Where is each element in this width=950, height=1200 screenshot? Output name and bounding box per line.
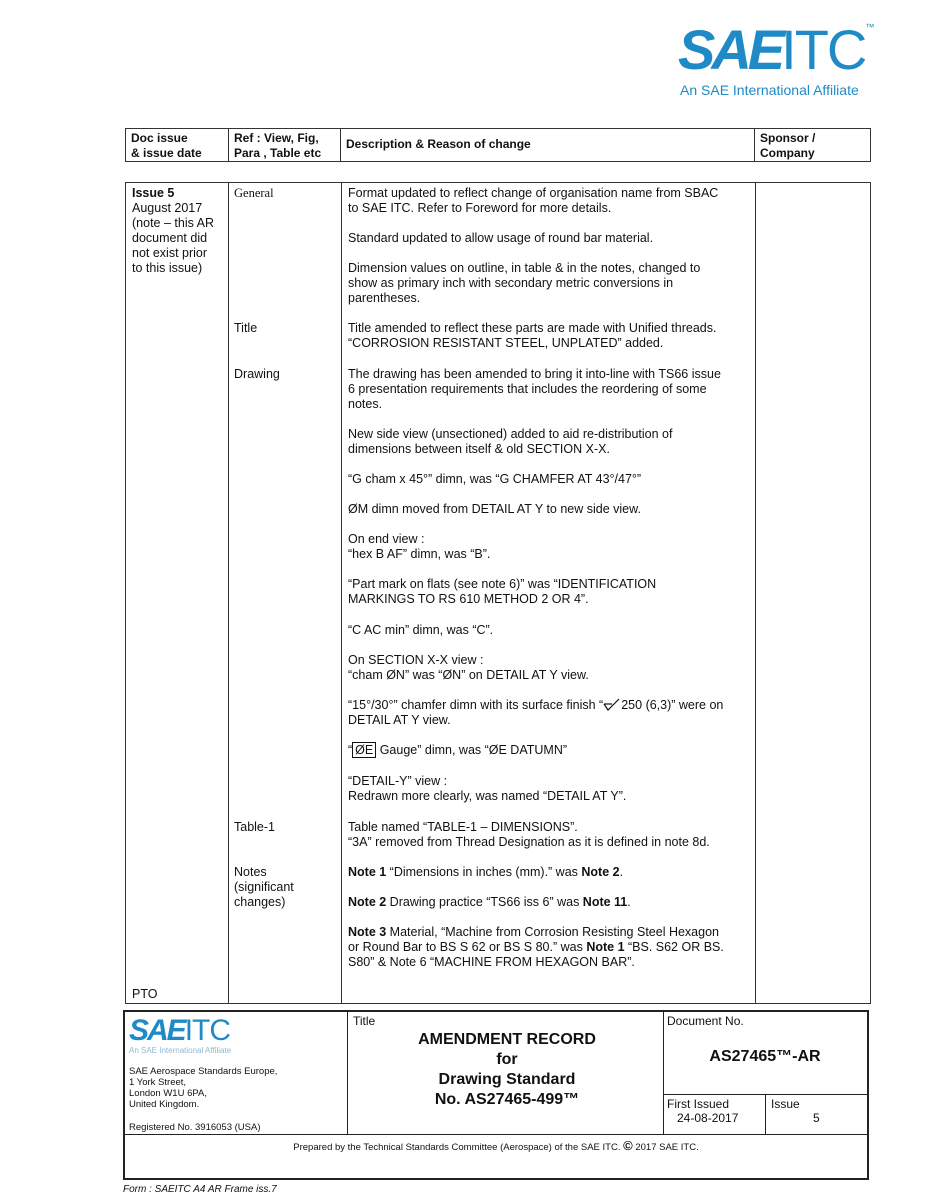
footer-first-issued-label: First Issued <box>667 1097 730 1111</box>
desc-drawing-2: New side view (unsectioned) added to aid re-distribution of dimensions between itself & old SECTION X-X. <box>348 427 673 456</box>
desc-drawing-9c: DETAIL AT Y view. <box>348 713 451 727</box>
footer-logo: SAEITC An SAE International Affiliate <box>129 1014 232 1055</box>
footer-first-issued: 24-08-2017 <box>677 1111 739 1125</box>
column-header-row <box>125 128 871 162</box>
desc-drawing-6: “Part mark on flats (see note 6)” was “IDENTIFICATION MARKINGS TO RS 610 METHOD 2 OR 4”. <box>348 577 657 606</box>
desc-note-2: Note 2 Drawing practice “TS66 iss 6” was Note 11. <box>348 895 631 909</box>
ref-notes: Notes (significant changes) <box>234 865 294 909</box>
desc-drawing-7: “C AC min” dimn, was “C”. <box>348 623 494 637</box>
desc-drawing-1: The drawing has been amended to bring it into-line with TS66 issue 6 presentation requirements that includes the reordering of some notes. <box>348 367 721 411</box>
logo-sae-text: SAE <box>678 18 782 81</box>
sae-itc-logo <box>678 18 878 104</box>
desc-drawing-4: ØM dimn moved from DETAIL AT Y to new side view. <box>348 502 641 516</box>
footer-docno: AS27465™-AR <box>709 1048 821 1065</box>
footer-registration: Registered No. 3916053 (USA) <box>129 1122 261 1133</box>
footer-issue-label: Issue <box>771 1097 800 1111</box>
form-reference: Form : SAEITC A4 AR Frame iss.7 <box>123 1184 277 1195</box>
desc-general-2: Standard updated to allow usage of round bar material. <box>348 231 654 245</box>
ref-title: Title <box>234 321 258 335</box>
header-description: Description & Reason of change <box>341 129 755 161</box>
footer-title-text: AMENDMENT RECORD for Drawing Standard No. AS27465-499™ <box>418 1031 596 1108</box>
surface-finish-icon <box>603 698 621 711</box>
gauge-frame: ØE <box>352 742 376 758</box>
desc-drawing-11: “DETAIL-Y” view : Redrawn more clearly, was named “DETAIL AT Y”. <box>348 774 627 803</box>
desc-drawing-8: On SECTION X-X view : “cham ØN” was “ØN” on DETAIL AT Y view. <box>348 653 589 682</box>
logo-tm: ™ <box>865 22 875 32</box>
footer-title-label: Title <box>353 1014 376 1028</box>
desc-note-3: Note 3 Material, “Machine from Corrosion Resisting Steel Hexagon or Round Bar to BS S 62 or BS S 80.” was Note 1 “BS. S62 OR BS. S80” & Note 6 “MACHINE FROM HEXAGON BAR”. <box>348 925 724 969</box>
desc-drawing-5: On end view : “hex B AF” dimn, was “B”. <box>348 532 491 561</box>
header-doc-issue: Doc issue & issue date <box>126 129 229 161</box>
footer-docno-label: Document No. <box>667 1014 744 1028</box>
pto-label: PTO <box>132 987 158 1001</box>
header-sponsor: Sponsor / Company <box>760 131 816 160</box>
desc-drawing-10: “ ØE Gauge” dimn, was “ØE DATUMN” <box>348 743 568 757</box>
footer-org-address: SAE Aerospace Standards Europe, 1 York Street, London W1U 6PA, United Kingdom. <box>129 1066 278 1110</box>
issue-detail: August 2017 (note – this AR document did not exist prior to this issue) <box>132 201 214 275</box>
logo-tagline: An SAE International Affiliate <box>680 82 859 98</box>
desc-title: Title amended to reflect these parts are made with Unified threads. “CORROSION RESISTANT STEEL, UNPLATED” added. <box>348 321 717 350</box>
desc-drawing-9: “15°/30°” chamfer dimn with its surface finish “ 250 (6,3)” were on <box>348 698 724 712</box>
ref-general: General <box>234 186 274 200</box>
logo-itc-text: ITC <box>781 18 866 81</box>
header-ref: Ref : View, Fig, Para , Table etc <box>229 129 341 161</box>
desc-drawing-3: “G cham x 45°” dimn, was “G CHAMFER AT 43°/47°” <box>348 472 642 486</box>
desc-general-3: Dimension values on outline, in table & in the notes, changed to show as primary inch with secondary metric conversions in parentheses. <box>348 261 701 305</box>
ref-drawing: Drawing <box>234 367 280 381</box>
title-block-footer <box>123 1010 869 1180</box>
desc-table: Table named “TABLE-1 – DIMENSIONS”. “3A” removed from Thread Designation as it is defined in note 8d. <box>348 820 710 849</box>
desc-note-1: Note 1 “Dimensions in inches (mm).” was Note 2. <box>348 865 624 879</box>
issue-label: Issue 5 <box>132 186 175 200</box>
footer-prepared-by: Prepared by the Technical Standards Committee (Aerospace) of the SAE ITC. © 2017 SAE ITC. <box>293 1138 699 1153</box>
amendment-table-body <box>125 182 871 1004</box>
footer-logo-tagline: An SAE International Affiliate <box>129 1046 232 1055</box>
ref-table: Table-1 <box>234 820 275 834</box>
copyright-icon: © <box>623 1138 633 1153</box>
desc-general-1: Format updated to reflect change of organisation name from SBAC to SAE ITC. Refer to Foreword for more details. <box>348 186 719 215</box>
footer-issue: 5 <box>813 1111 820 1125</box>
